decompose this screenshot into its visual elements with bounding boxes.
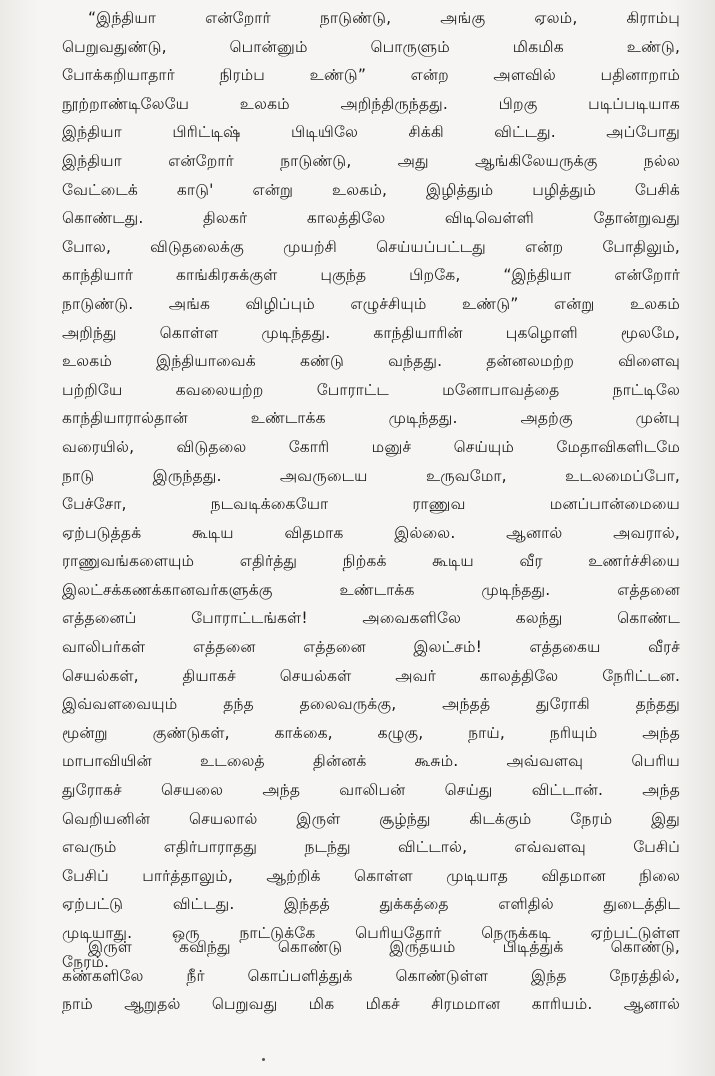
text-line: மாபாவியின் உடலைத் தின்னக் கூசும். அவ்வளவு பெரிய — [62, 752, 680, 771]
text-line: பற்றியே கவலையற்ற போராட்ட மனோபாவத்தை நாட்டிலே — [62, 380, 680, 399]
text-line: நூற்றாண்டிலேயே உலகம் அறிந்திருந்தது. பிறகு படிப்படியாக — [62, 94, 680, 113]
text-line: வெறியனின் செயலால் இருள் சூழ்ந்து கிடக்கும் நேரம் இது — [62, 809, 680, 828]
text-line: போக்கறியாதார் நிரம்ப உண்டு” என்ற அளவில் பதினாறாம் — [62, 66, 680, 85]
text-line: வரையில், விடுதலை கோரி மனுச் செய்யும் மேதாவிகளிடமே — [62, 437, 680, 456]
text-line: காந்தியாரால்தான் உண்டாக்க முடிந்தது. அதற்கு முன்பு — [62, 409, 680, 428]
text-line: “இந்தியா என்றோர் நாடுண்டு, அங்கு ஏலம், கிராம்பு — [88, 9, 680, 27]
text-line: வேட்டைக் காடு' என்று உலகம், இழித்தும் பழித்தும் பேசிக் — [62, 180, 680, 199]
text-line: எத்தனைப் போராட்டங்கள்! அவைகளிலே கலந்து கொண்ட — [62, 609, 680, 628]
text-line: ஏற்படுத்தக் கூடிய விதமாக இல்லை. ஆனால் அவரால், — [62, 523, 680, 542]
text-line: இவ்வளவையும் தந்த தலைவருக்கு, அந்தத் துரோகி தந்தது — [62, 695, 680, 714]
text-line: ஏற்பட்டு விட்டது. இந்தத் துக்கத்தை எளிதில் துடைத்திட — [62, 895, 680, 914]
text-line: உலகம் இந்தியாவைக் கண்டு வந்தது. தன்னலமற்ற விளைவு — [62, 352, 680, 371]
text-line: இலட்சக்கணக்கானவர்களுக்கு உண்டாக்க முடிந்தது. எத்தனை — [62, 580, 680, 599]
text-line: எவரும் எதிர்பாராதது நடந்து விட்டால், எவ்வளவு பேசிப் — [62, 838, 680, 857]
text-line: செயல்கள், தியாகச் செயல்கள் அவர் காலத்திலே நேரிட்டன. — [62, 666, 680, 685]
text-line: கொண்டது. திலகர் காலத்திலே விடிவெள்ளி தோன்றுவது — [62, 209, 680, 228]
paragraph-2 — [62, 933, 680, 1019]
text-line: துரோகச் செயலை அந்த வாலிபன் செய்து விட்டான். அந்த — [62, 781, 680, 800]
text-line: நேரம். — [62, 952, 110, 971]
paragraph-1 — [62, 4, 680, 976]
text-line: நாடு இருந்தது. அவருடைய உருவமோ, உடலமைப்போ, — [62, 466, 680, 485]
text-line: போல, விடுதலைக்கு முயற்சி செய்யப்பட்டது என்ற போதிலும், — [62, 237, 680, 256]
text-line: கண்களிலே நீர் கொப்பளித்துக் கொண்டுள்ள இந்த நேரத்தில், — [62, 966, 680, 985]
text-line: இந்தியா பிரிட்டிஷ் பிடியிலே சிக்கி விட்டது. அப்போது — [62, 123, 680, 142]
text-line: அறிந்து கொள்ள முடிந்தது. காந்தியாரின் புகழொளி மூலமே, — [62, 323, 680, 342]
text-line: நாடுண்டு. அங்க விழிப்பும் எழுச்சியும் உண்டு” என்று உலகம் — [62, 294, 680, 313]
text-line: இருள் கவிந்து கொண்டு இருதயம் பிடித்துக் கொண்டு, — [88, 938, 680, 956]
text-line: வாலிபர்கள் எத்தனை எத்தனை இலட்சம்! எத்தகைய வீரச் — [62, 638, 680, 657]
text-line: ராணுவங்களையும் எதிர்த்து நிற்கக் கூடிய வீர உணர்ச்சியை — [62, 552, 680, 571]
text-line: மூன்று குண்டுகள், காக்கை, கழுகு, நாய், நரியும் அந்த — [62, 723, 680, 742]
page-dot — [262, 1058, 265, 1061]
text-line: பேச்சோ, நடவடிக்கையோ ராணுவ மனப்பான்மையை — [62, 495, 680, 514]
text-line: காந்தியார் காங்கிரசுக்குள் புகுந்த பிறகே, “இந்தியா என்றோர் — [62, 266, 680, 285]
text-line: முடியாது. ஒரு நாட்டுக்கே பெரியதோர் நெருக்கடி ஏற்பட்டுள்ள — [62, 924, 680, 942]
text-line: பேசிப் பார்த்தாலும், ஆற்றிக் கொள்ள முடியாத விதமான நிலை — [62, 866, 680, 885]
text-line: பெறுவதுண்டு, பொன்னும் பொருளும் மிகமிக உண்டு, — [62, 37, 680, 56]
text-line: இந்தியா என்றோர் நாடுண்டு, அது ஆங்கிலேயருக்கு நல்ல — [62, 151, 680, 170]
text-line: நாம் ஆறுதல் பெறுவது மிக மிகச் சிரமமான காரியம். ஆனால் — [62, 995, 680, 1014]
